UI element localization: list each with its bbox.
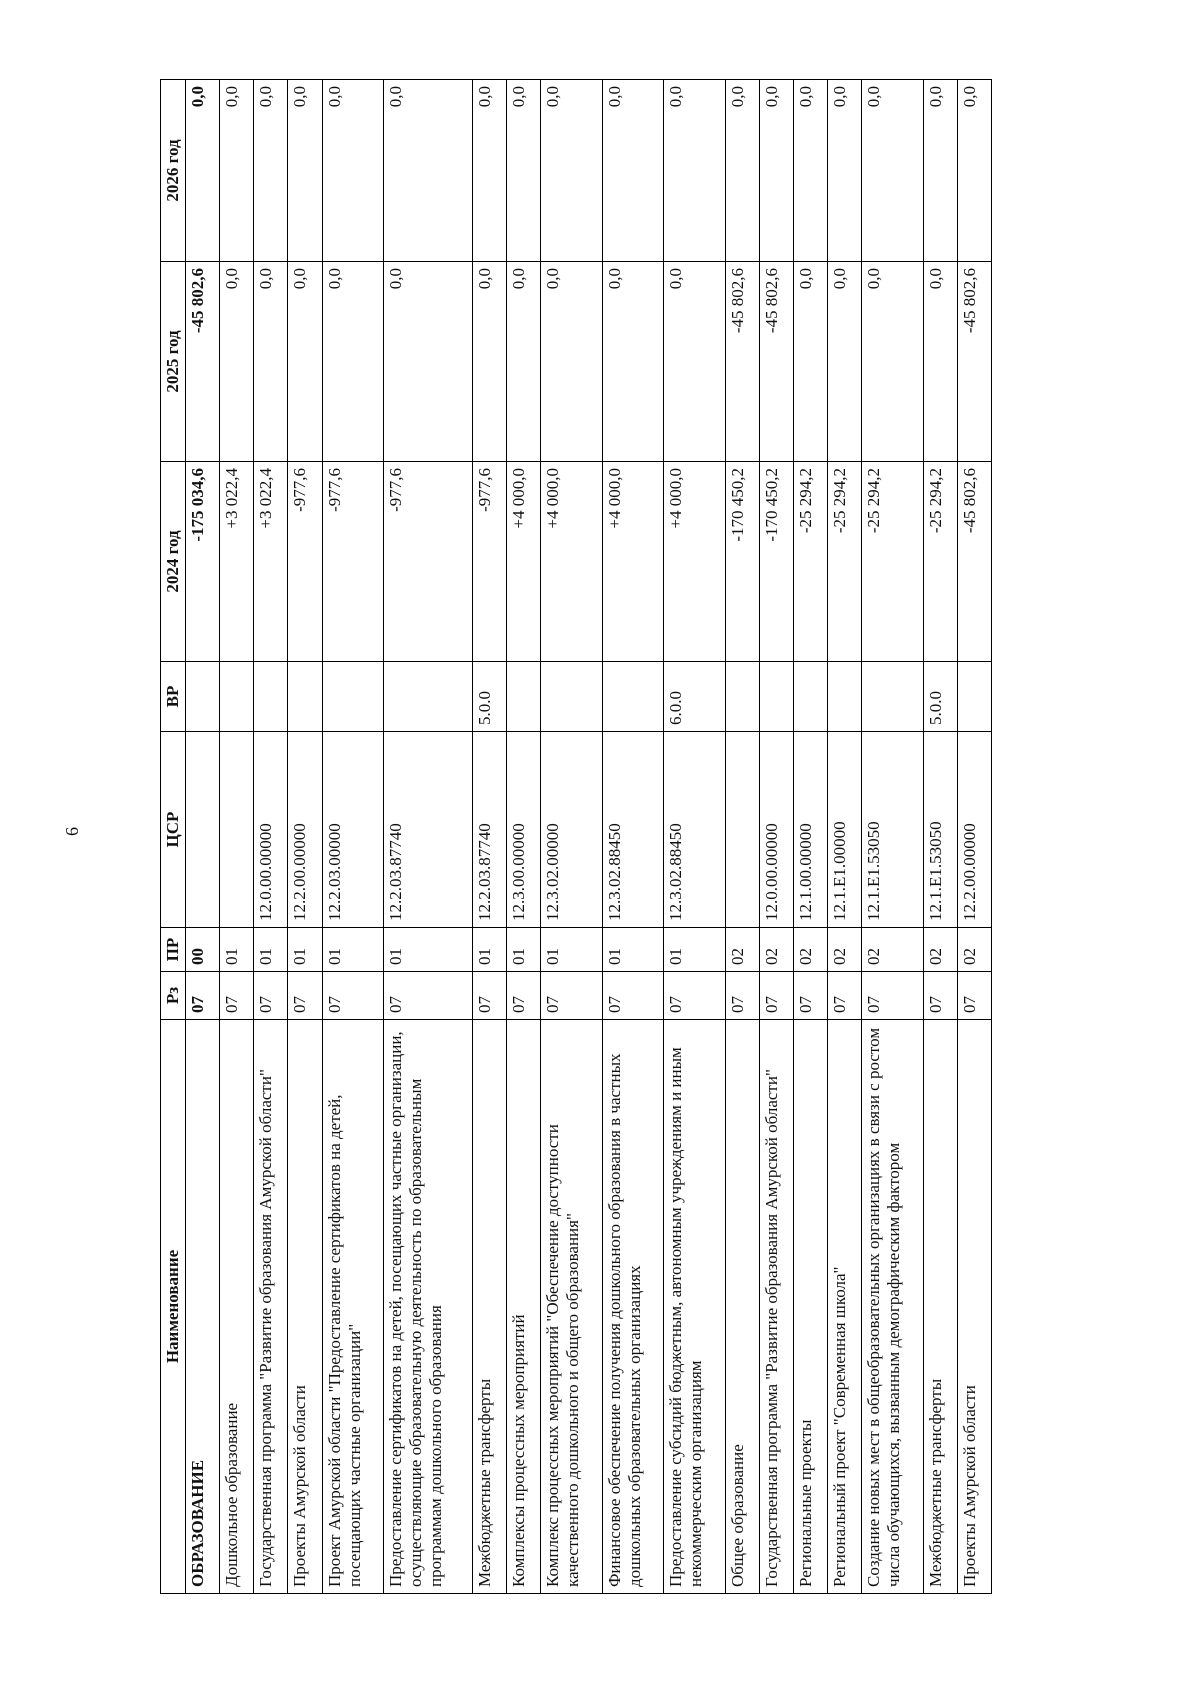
- cell-pr: 01: [288, 928, 322, 972]
- cell-y2025: -45 802,6: [957, 262, 991, 462]
- cell-rz: 07: [220, 972, 254, 1020]
- cell-y2024: -977,6: [322, 462, 383, 662]
- cell-y2024: +3 022,4: [254, 462, 288, 662]
- cell-name: Дошкольное образование: [220, 1020, 254, 1594]
- cell-rz: 07: [759, 972, 793, 1020]
- cell-y2026: 0,0: [384, 80, 473, 262]
- cell-y2026: 0,0: [186, 80, 220, 262]
- cell-rz: 07: [288, 972, 322, 1020]
- cell-rz: 07: [384, 972, 473, 1020]
- cell-pr: 01: [254, 928, 288, 972]
- header-vr: ВР: [161, 662, 186, 732]
- cell-csr: 12.3.02.00000: [541, 732, 602, 928]
- header-2025: 2025 год: [161, 262, 186, 462]
- cell-pr: 01: [472, 928, 506, 972]
- cell-rz: 07: [923, 972, 957, 1020]
- cell-name: Проект Амурской области "Предоставление сертификатов на детей, посещающих частные организации": [322, 1020, 383, 1594]
- cell-y2024: -977,6: [288, 462, 322, 662]
- cell-y2026: 0,0: [725, 80, 759, 262]
- cell-y2026: 0,0: [957, 80, 991, 262]
- table-row: [507, 80, 541, 1594]
- cell-rz: 07: [862, 972, 923, 1020]
- cell-y2024: -170 450,2: [725, 462, 759, 662]
- cell-y2026: 0,0: [507, 80, 541, 262]
- cell-y2026: 0,0: [322, 80, 383, 262]
- cell-y2026: 0,0: [923, 80, 957, 262]
- cell-y2026: 0,0: [664, 80, 725, 262]
- cell-pr: 01: [322, 928, 383, 972]
- cell-pr: 02: [923, 928, 957, 972]
- cell-pr: 01: [507, 928, 541, 972]
- cell-rz: 07: [664, 972, 725, 1020]
- cell-name: Финансовое обеспечение получения дошкольного образования в частных дошкольных образовательных организациях: [602, 1020, 663, 1594]
- cell-pr: 02: [957, 928, 991, 972]
- cell-y2024: +4 000,0: [664, 462, 725, 662]
- cell-name: Межбюджетные трансферты: [472, 1020, 506, 1594]
- cell-vr: [288, 662, 322, 732]
- cell-y2024: -25 294,2: [793, 462, 827, 662]
- cell-y2024: -25 294,2: [827, 462, 861, 662]
- table-row: [472, 80, 506, 1594]
- cell-y2025: 0,0: [288, 262, 322, 462]
- cell-rz: 07: [827, 972, 861, 1020]
- cell-rz: 07: [957, 972, 991, 1020]
- table-row: [254, 80, 288, 1594]
- table-row: [923, 80, 957, 1594]
- cell-name: Комплекс процессных мероприятий "Обеспечение доступности качественного дошкольного и общего образования": [541, 1020, 602, 1594]
- cell-vr: [220, 662, 254, 732]
- cell-pr: 01: [384, 928, 473, 972]
- cell-y2025: -45 802,6: [186, 262, 220, 462]
- header-2026: 2026 год: [161, 80, 186, 262]
- cell-csr: 12.2.03.87740: [472, 732, 506, 928]
- cell-name: Проекты Амурской области: [288, 1020, 322, 1594]
- cell-csr: 12.0.00.00000: [254, 732, 288, 928]
- cell-y2024: +4 000,0: [602, 462, 663, 662]
- cell-csr: 12.3.02.88450: [602, 732, 663, 928]
- cell-name: Предоставление субсидий бюджетным, автономным учреждениям и иным некоммерческим организациям: [664, 1020, 725, 1594]
- cell-vr: [957, 662, 991, 732]
- cell-csr: 12.2.00.00000: [288, 732, 322, 928]
- cell-y2024: -25 294,2: [862, 462, 923, 662]
- rotated-table-container: [160, 80, 992, 1594]
- cell-rz: 07: [725, 972, 759, 1020]
- cell-y2026: 0,0: [220, 80, 254, 262]
- cell-rz: 07: [254, 972, 288, 1020]
- cell-vr: [322, 662, 383, 732]
- cell-y2026: 0,0: [472, 80, 506, 262]
- cell-pr: 01: [602, 928, 663, 972]
- cell-pr: 02: [827, 928, 861, 972]
- cell-pr: 02: [725, 928, 759, 972]
- cell-pr: 01: [664, 928, 725, 972]
- cell-y2026: 0,0: [541, 80, 602, 262]
- cell-pr: 02: [862, 928, 923, 972]
- cell-vr: [827, 662, 861, 732]
- cell-rz: 07: [186, 972, 220, 1020]
- cell-pr: 02: [793, 928, 827, 972]
- cell-y2026: 0,0: [827, 80, 861, 262]
- cell-vr: [384, 662, 473, 732]
- cell-y2025: 0,0: [541, 262, 602, 462]
- table-row: [759, 80, 793, 1594]
- table-header-row: [161, 80, 186, 1594]
- cell-vr: [507, 662, 541, 732]
- cell-y2025: 0,0: [322, 262, 383, 462]
- table-row: [186, 80, 220, 1594]
- cell-csr: 12.3.00.00000: [507, 732, 541, 928]
- cell-csr: 12.1.E1.53050: [862, 732, 923, 928]
- cell-y2025: -45 802,6: [725, 262, 759, 462]
- cell-y2026: 0,0: [862, 80, 923, 262]
- header-rz: Рз: [161, 972, 186, 1020]
- cell-rz: 07: [472, 972, 506, 1020]
- cell-vr: [793, 662, 827, 732]
- cell-y2025: 0,0: [254, 262, 288, 462]
- cell-vr: [725, 662, 759, 732]
- cell-csr: [220, 732, 254, 928]
- cell-y2025: 0,0: [220, 262, 254, 462]
- cell-y2025: 0,0: [923, 262, 957, 462]
- table-row: [602, 80, 663, 1594]
- cell-pr: 01: [220, 928, 254, 972]
- table-row: [322, 80, 383, 1594]
- cell-rz: 07: [507, 972, 541, 1020]
- cell-y2024: +4 000,0: [541, 462, 602, 662]
- cell-name: Региональный проект "Современная школа": [827, 1020, 861, 1594]
- cell-y2025: 0,0: [602, 262, 663, 462]
- cell-csr: 12.1.E1.00000: [827, 732, 861, 928]
- cell-vr: [541, 662, 602, 732]
- cell-y2026: 0,0: [602, 80, 663, 262]
- cell-csr: [186, 732, 220, 928]
- cell-csr: 12.2.03.87740: [384, 732, 473, 928]
- cell-csr: 12.2.00.00000: [957, 732, 991, 928]
- cell-y2025: 0,0: [507, 262, 541, 462]
- header-2024: 2024 год: [161, 462, 186, 662]
- table-row: [220, 80, 254, 1594]
- cell-vr: [186, 662, 220, 732]
- cell-csr: 12.1.E1.53050: [923, 732, 957, 928]
- cell-y2026: 0,0: [759, 80, 793, 262]
- cell-vr: [862, 662, 923, 732]
- cell-y2025: 0,0: [664, 262, 725, 462]
- cell-rz: 07: [602, 972, 663, 1020]
- cell-y2024: -977,6: [384, 462, 473, 662]
- cell-pr: 02: [759, 928, 793, 972]
- header-pr: ПР: [161, 928, 186, 972]
- cell-name: Общее образование: [725, 1020, 759, 1594]
- cell-rz: 07: [541, 972, 602, 1020]
- cell-csr: 12.1.00.00000: [793, 732, 827, 928]
- cell-y2026: 0,0: [254, 80, 288, 262]
- cell-y2025: -45 802,6: [759, 262, 793, 462]
- cell-name: Межбюджетные трансферты: [923, 1020, 957, 1594]
- cell-rz: 07: [322, 972, 383, 1020]
- cell-vr: [254, 662, 288, 732]
- cell-y2025: 0,0: [384, 262, 473, 462]
- header-csr: ЦСР: [161, 732, 186, 928]
- cell-rz: 07: [793, 972, 827, 1020]
- table-row: [725, 80, 759, 1594]
- table-row: [793, 80, 827, 1594]
- cell-y2024: -170 450,2: [759, 462, 793, 662]
- cell-name: Проекты Амурской области: [957, 1020, 991, 1594]
- cell-y2026: 0,0: [793, 80, 827, 262]
- cell-vr: [602, 662, 663, 732]
- cell-y2024: +4 000,0: [507, 462, 541, 662]
- table-row: [862, 80, 923, 1594]
- table-body: [186, 80, 992, 1594]
- table-row: [541, 80, 602, 1594]
- cell-name: Государственная программа "Развитие образования Амурской области": [254, 1020, 288, 1594]
- cell-csr: 12.3.02.88450: [664, 732, 725, 928]
- cell-pr: 01: [541, 928, 602, 972]
- cell-pr: 00: [186, 928, 220, 972]
- table-row: [664, 80, 725, 1594]
- cell-name: ОБРАЗОВАНИЕ: [186, 1020, 220, 1594]
- cell-y2024: -175 034,6: [186, 462, 220, 662]
- cell-y2026: 0,0: [288, 80, 322, 262]
- cell-name: Региональные проекты: [793, 1020, 827, 1594]
- cell-name: Государственная программа "Развитие образования Амурской области": [759, 1020, 793, 1594]
- cell-vr: 5.0.0: [923, 662, 957, 732]
- page-number: 6: [62, 827, 82, 836]
- cell-y2024: -977,6: [472, 462, 506, 662]
- cell-vr: [759, 662, 793, 732]
- cell-y2025: 0,0: [862, 262, 923, 462]
- cell-vr: 6.0.0: [664, 662, 725, 732]
- table-row: [957, 80, 991, 1594]
- cell-y2024: +3 022,4: [220, 462, 254, 662]
- cell-y2024: -45 802,6: [957, 462, 991, 662]
- cell-y2025: 0,0: [472, 262, 506, 462]
- budget-table: [160, 79, 992, 1594]
- header-name: Наименование: [161, 1020, 186, 1594]
- table-row: [288, 80, 322, 1594]
- cell-y2025: 0,0: [827, 262, 861, 462]
- cell-vr: 5.0.0: [472, 662, 506, 732]
- cell-y2024: -25 294,2: [923, 462, 957, 662]
- cell-name: Создание новых мест в общеобразовательных организациях в связи с ростом числа обучающихся, вызванным демографическим фактором: [862, 1020, 923, 1594]
- cell-csr: 12.2.03.00000: [322, 732, 383, 928]
- table-row: [827, 80, 861, 1594]
- table-row: [384, 80, 473, 1594]
- cell-name: Комплексы процессных мероприятий: [507, 1020, 541, 1594]
- cell-csr: [725, 732, 759, 928]
- cell-csr: 12.0.00.00000: [759, 732, 793, 928]
- cell-name: Предоставление сертификатов на детей, посещающих частные организации, осуществляющие образовательную деятельность по образовательным программам дошкольного образования: [384, 1020, 473, 1594]
- cell-y2025: 0,0: [793, 262, 827, 462]
